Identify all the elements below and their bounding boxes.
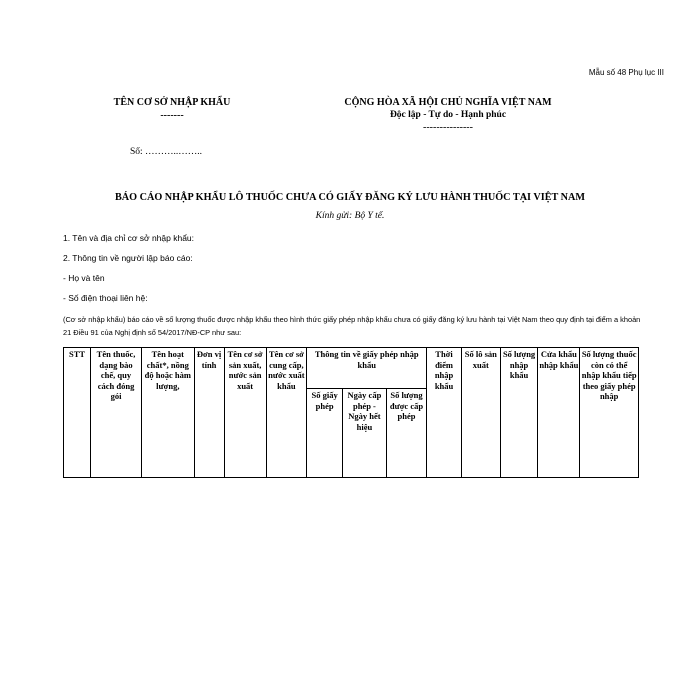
header-stt: STT <box>64 348 91 478</box>
form-number: Mẫu số 48 Phụ lục III <box>588 68 664 77</box>
header-license-number: Số giấy phép <box>307 389 343 478</box>
national-header <box>318 96 578 133</box>
header-supplier: Tên cơ sở cung cấp, nước xuất khẩu <box>266 348 307 478</box>
header-import-time: Thời điểm nhập khẩu <box>427 348 462 478</box>
header-active-ingredient: Tên hoạt chất*, nồng độ hoặc hàm lượng, <box>142 348 195 478</box>
import-report-table <box>63 347 639 478</box>
header-remaining-quantity: Số lượng thuốc còn có thể nhập khẩu tiếp theo giấy phép nhập <box>580 348 639 478</box>
field-full-name: - Họ và tên <box>63 273 105 283</box>
field-phone: - Số điện thoại liên hệ: <box>63 293 148 303</box>
header-unit: Đơn vị tính <box>194 348 224 478</box>
field-name-address: 1. Tên và địa chỉ cơ sở nhập khẩu: <box>63 233 195 243</box>
header-drug-name: Tên thuốc, dạng bào chế, quy cách đóng gói <box>91 348 142 478</box>
header-manufacturer: Tên cơ sở sản xuất, nước sản xuất <box>224 348 266 478</box>
importer-name-label: TÊN CƠ SỞ NHẬP KHẨU <box>113 97 231 108</box>
importer-header <box>92 96 252 122</box>
header-quantity-imported: Số lượng nhập khẩu <box>500 348 538 478</box>
header-license-quantity: Số lượng được cấp phép <box>386 389 427 478</box>
intro-paragraph: (Cơ sở nhập khẩu) báo cáo về số lượng thuốc được nhập khẩu theo hình thức giấy phép nhập khẩu chưa có giấy đăng ký lưu hành tại Việt Nam theo quy định tại điểm a khoản 21 Điều 91 của Nghị định số 54/2017/NĐ-CP như sau: <box>63 315 641 337</box>
header-license-dates: Ngày cấp phép - Ngày hết hiệu <box>343 389 387 478</box>
national-motto: Độc lập - Tự do - Hạnh phúc <box>389 110 507 120</box>
document-title: BÁO CÁO NHẬP KHẨU LÔ THUỐC CHƯA CÓ GIẤY ĐĂNG KÝ LƯU HÀNH THUỐC TẠI VIỆT NAM <box>115 192 585 203</box>
header-port: Cửa khẩu nhập khẩu <box>538 348 580 478</box>
importer-separator: ------- <box>160 110 184 121</box>
national-separator: --------------- <box>423 122 473 133</box>
national-title: CỘNG HÒA XÃ HỘI CHỦ NGHĨA VIỆT NAM <box>344 97 552 108</box>
recipient-line: Kính gửi: Bộ Y tế. <box>315 211 385 221</box>
header-license-group: Thông tin về giấy phép nhập khẩu <box>307 348 427 389</box>
document-number: Số: ………..…….. <box>130 147 203 157</box>
field-reporter-info: 2. Thông tin về người lập báo cáo: <box>63 253 193 263</box>
header-batch-number: Số lô sản xuất <box>461 348 500 478</box>
